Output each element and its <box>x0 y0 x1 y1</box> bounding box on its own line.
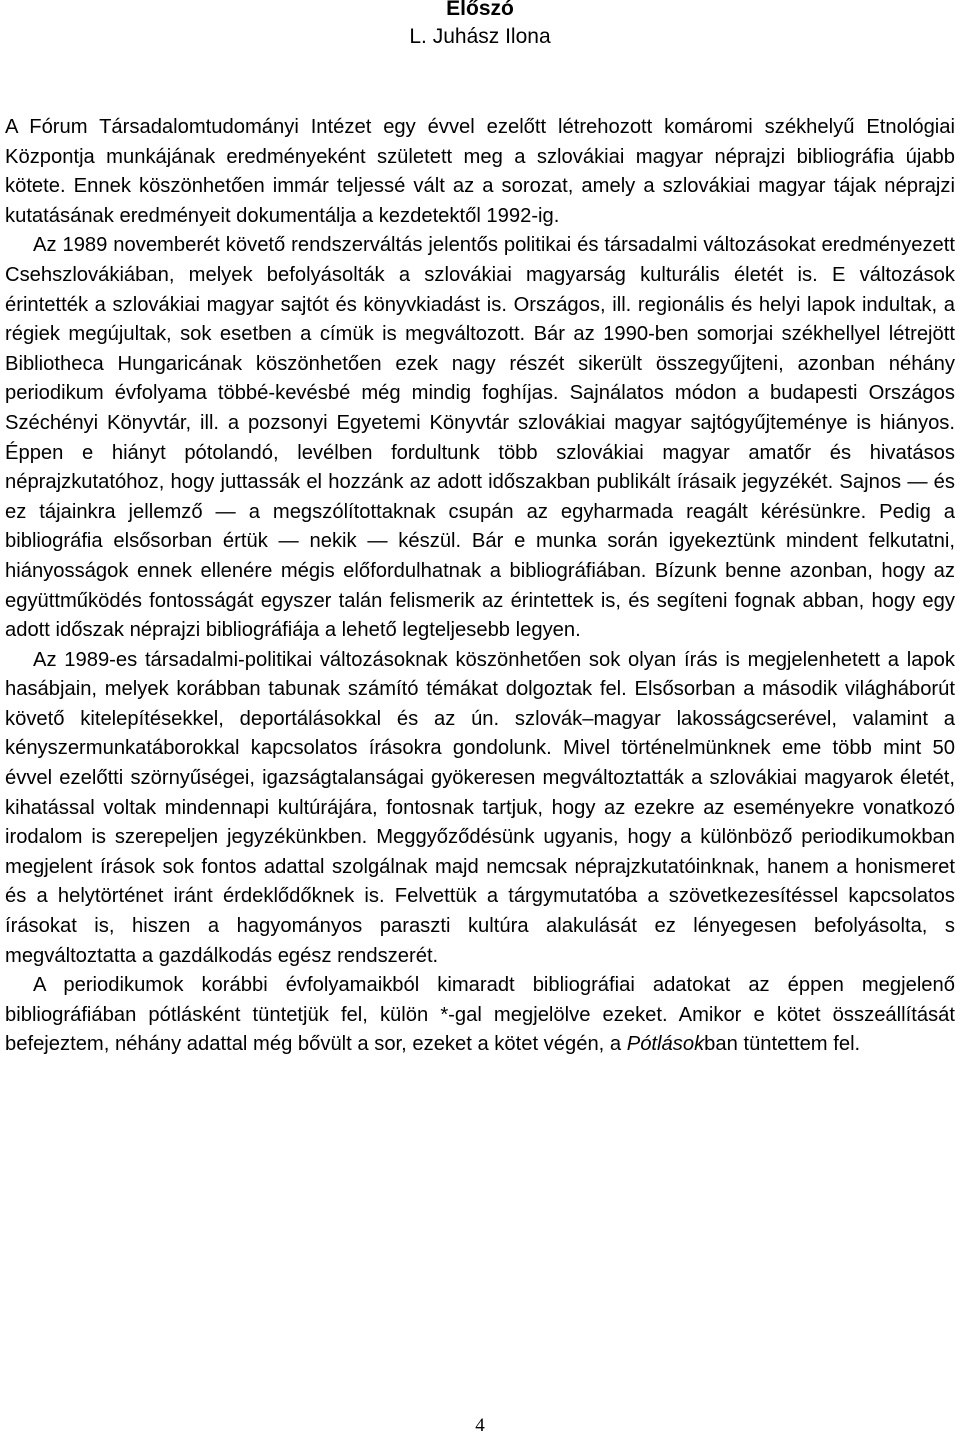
page-title: Előszó <box>446 0 514 20</box>
document-header <box>0 0 960 52</box>
paragraph-4 <box>5 971 955 1060</box>
author-name: L. Juhász Ilona <box>409 25 551 48</box>
paragraph-2: Az 1989 novemberét követő rendszerváltás jelentős politikai és társadalmi változásokat eredményezett Csehszlovákiában, melyek befolyásolták a szlovákiai magyarság kulturális életét is. E változások érintették a szlovákiai magyar sajtót és könyvkiadást is. Országos, ill. regionális és helyi lapok indultak, a régiek megújultak, sok esetben a címük is megváltozott. Bár az 1990-ben somorjai székhellyel létrejött Bibliotheca Hungaricának köszönhetően ezek nagy részét sikerült összegyűjteni, azonban néhány periodikum évfolyama többé-kevésbé még mindig foghíjas. Sajnálatos módon a budapesti Országos Széchényi Könyvtár, ill. a pozsonyi Egyetemi Könyvtár szlovákiai magyar sajtógyűjteménye is hiányos. Éppen e hiányt pótolandó, levélben fordultunk több szlovákiai magyar amatőr és hivatásos néprajzkutatóhoz, hogy juttassák el hozzánk az adott időszakban publikált írásaik jegyzékét. Sajnos — és ez tájainkra jellemző — a megszólítottaknak csupán az egyharmada reagált kérésünkre. Pedig a bibliográfia elsősorban értük — nekik — készül. Bár e munka során igyekeztünk mindent felkutatni, hiányosságok ennek ellenére mégis előfordulhatnak a bibliográfiában. Bízunk benne azonban, hogy az együttműködés fontosságát egyszer talán felismerik az érintettek is, és segíteni fognak abban, hogy egy adott időszak néprajzi bibliográfiája a lehető legteljesebb legyen. <box>5 234 955 642</box>
paragraph-3: Az 1989-es társadalmi-politikai változásoknak köszönhetően sok olyan írás is megjelenhetett a lapok hasábjain, melyek korábban tabunak számító témákat dolgoztak fel. Elsősorban a második világháborút követő kitelepítésekkel, deportálásokkal és az ún. szlovák–magyar lakosságcserével, valamint a kényszermunkatáborokkal kapcsolatos írásokra gondolunk. Mivel történelmünknek eme több mint 50 évvel ezelőtti szörnyűségei, igazságtalanságai gyökeresen megváltoztatták a szlovákiai magyarok életét, kihatással voltak mindennapi kultúrájára, fontosnak tartjuk, hogy az ezekre az eseményekre vonatkozó irodalom is szerepeljen jegyzékünkben. Meggyőződésünk ugyanis, hogy a különböző periodikumokban megjelent írások sok fontos adattal szolgálnak majd nemcsak néprajzkutatóinknak, hanem a honismeret és a helytörténet iránt érdeklődőknek is. Felvettük a tárgymutatóba a szövetkezesítéssel kapcsolatos írásokat is, hiszen a hagyományos paraszti kultúra alakulását ez lényegesen befolyásolta, s megváltoztatta a gazdálkodás egész rendszerét. <box>5 648 955 967</box>
paragraph-4-tail: ban tüntettem fel. <box>704 1033 861 1056</box>
paragraph-1: A Fórum Társadalomtudományi Intézet egy évvel ezelőtt létrehozott komáromi székhelyű Etnológiai Központja munkájának eredményeként született meg a szlovákiai magyar néprajzi bibliográfia újabb kötete. Ennek köszönhetően immár teljessé vált az a sorozat, amely a szlovákiai magyar tájak néprajzi kutatásának eredményeit dokumentálja a kezdetektől 1992-ig. <box>5 116 955 227</box>
paragraph-4-text: A periodikumok korábbi évfolyamaikból kimaradt bibliográfiai adatokat az éppen megjelenő bibliográfiában pótlásként tüntetjük fel, külön *-gal megjelölve ezeket. Amikor e kötet összeállítását befejeztem, néhány adattal még bővült a sor, ezeket a kötet végén, a <box>5 974 955 1056</box>
italic-term: Pótlások <box>626 1033 705 1056</box>
body-text <box>5 113 955 1060</box>
page-number: 4 <box>475 1415 485 1436</box>
